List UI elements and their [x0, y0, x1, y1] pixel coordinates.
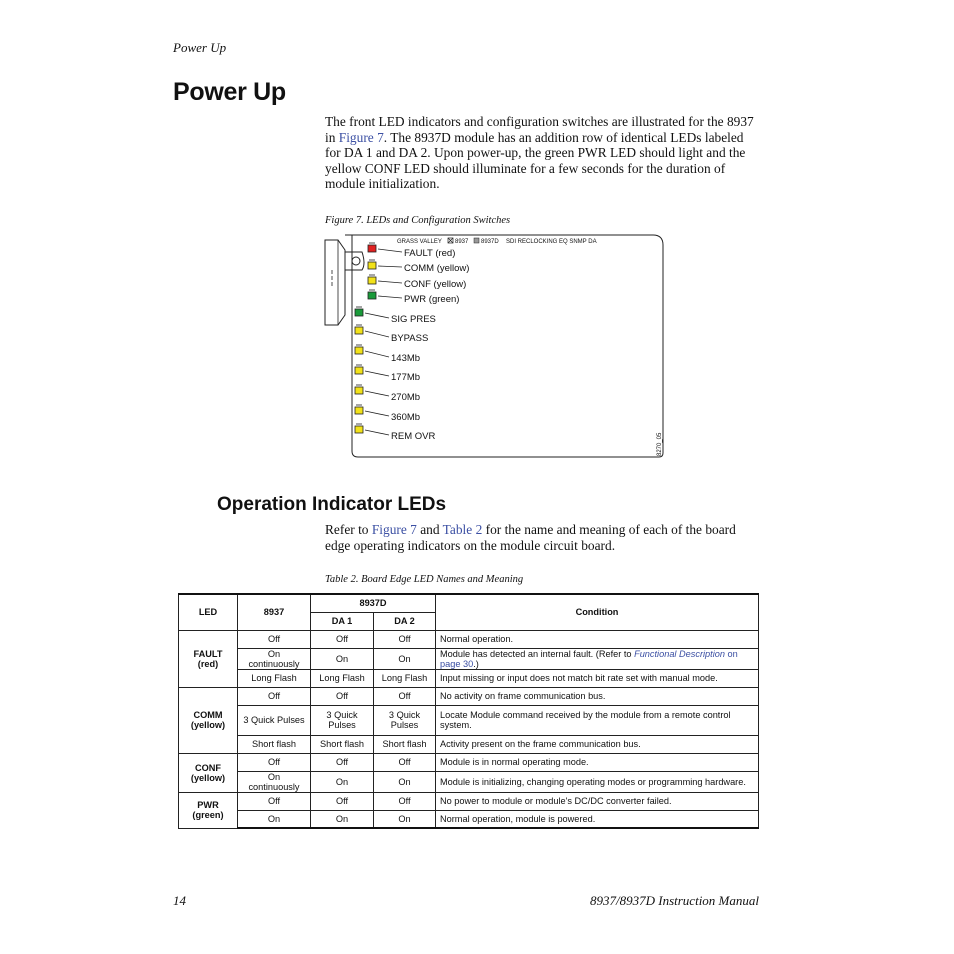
- led-label: CONF (yellow): [404, 279, 467, 290]
- led-label: SIG PRES: [391, 314, 436, 325]
- led-name-conf: CONF (yellow): [179, 753, 238, 792]
- intro-paragraph: [325, 114, 759, 192]
- manual-title: 8937/8937D Instruction Manual: [590, 893, 759, 908]
- intro-text-2: . The 8937D module has an addition row of identical LEDs labeled for DA 1 and DA 2. Upon power-up, the green PWR LED should light and the yellow CONF LED should illuminate for a few seconds for the duration of module initialization.: [325, 129, 746, 192]
- led-label: BYPASS: [391, 333, 429, 344]
- table-cell: Off: [311, 687, 374, 705]
- led-figure: [320, 230, 670, 462]
- led-name-fault: FAULT (red): [179, 630, 238, 687]
- table-cell: On: [238, 810, 311, 828]
- board-description: SDI RECLOCKING EQ SNMP DA: [506, 239, 597, 245]
- led-indicator: [368, 245, 376, 252]
- table-cell: Off: [374, 630, 436, 648]
- table-cell: 3 Quick Pulses: [374, 705, 436, 735]
- led-label: 270Mb: [391, 392, 421, 403]
- table-cell: Off: [311, 792, 374, 810]
- led-bypass: [355, 325, 428, 344]
- led-conf-yellow: [368, 275, 466, 290]
- led-indicator: [355, 387, 363, 394]
- led-indicator: [355, 407, 363, 414]
- table-cell: 3 Quick Pulses: [238, 705, 311, 735]
- page-30-link[interactable]: on page 30: [440, 648, 738, 669]
- page-number: 14: [173, 893, 186, 908]
- led-rem-ovr: [355, 424, 435, 442]
- table-caption: Table 2. Board Edge LED Names and Meaning: [325, 574, 524, 585]
- board-brand: GRASS VALLEY: [397, 239, 442, 245]
- table-cell: On: [374, 648, 436, 669]
- led-indicator: [355, 367, 363, 374]
- table-cell: Off: [238, 630, 311, 648]
- led-indicator: [355, 327, 363, 334]
- led-indicator: [368, 262, 376, 269]
- table-cell: Long Flash: [311, 669, 374, 687]
- running-head: Power Up: [173, 40, 227, 55]
- led-sig-pres: [355, 307, 436, 325]
- condition-cell: Normal operation.: [436, 630, 759, 648]
- table-cell: Off: [374, 792, 436, 810]
- header-condition: Condition: [436, 594, 759, 630]
- led-comm-yellow: [368, 260, 469, 274]
- table-cell: Short flash: [238, 735, 311, 753]
- functional-description-link[interactable]: Functional Description: [634, 648, 725, 659]
- table-cell: Off: [238, 753, 311, 771]
- condition-cell: Activity present on the frame communication bus.: [436, 735, 759, 753]
- figure-id-code: 8270_05: [657, 432, 663, 456]
- led-143mb: [355, 345, 420, 364]
- intro-text-1: The front LED indicators and configuration switches are illustrated for the 8937 in: [325, 114, 754, 145]
- table-cell: On: [311, 648, 374, 669]
- led-label: REM OVR: [391, 431, 436, 442]
- led-board-drawing: [320, 230, 670, 462]
- led-label: 177Mb: [391, 372, 421, 383]
- table-cell: Off: [311, 630, 374, 648]
- section-heading: Operation Indicator LEDs: [217, 494, 447, 515]
- header-da1: DA 1: [311, 612, 374, 630]
- table-cell: On continuously: [238, 648, 311, 669]
- operation-paragraph: [325, 522, 759, 553]
- op-text-1: Refer to: [325, 522, 372, 537]
- led-label: FAULT (red): [404, 248, 456, 259]
- condition-cell: Locate Module command received by the module from a remote control system.: [436, 705, 759, 735]
- header-led: LED: [179, 594, 238, 630]
- table-cell: Short flash: [374, 735, 436, 753]
- condition-cell: Module has detected an internal fault. (Refer to Functional Description on page 30.): [436, 648, 759, 669]
- led-indicator: [368, 277, 376, 284]
- table-cell: Long Flash: [238, 669, 311, 687]
- condition-cell: Module is initializing, changing operating modes or programming hardware.: [436, 771, 759, 792]
- board-model-8937d: 8937D: [481, 239, 499, 245]
- table-cell: Off: [238, 792, 311, 810]
- led-fault-red: [368, 243, 455, 259]
- table-cell: On: [374, 810, 436, 828]
- led-pwr-green: [368, 290, 459, 305]
- header-8937: 8937: [238, 594, 311, 630]
- op-text-2: and: [416, 522, 443, 537]
- header-8937d: 8937D: [311, 594, 436, 612]
- led-indicator: [355, 309, 363, 316]
- table-2-link[interactable]: Table 2: [442, 522, 483, 537]
- table-cell: On: [311, 771, 374, 792]
- table-cell: On: [374, 771, 436, 792]
- table-cell: Off: [374, 753, 436, 771]
- page-title: Power Up: [173, 78, 286, 106]
- condition-cell: No activity on frame communication bus.: [436, 687, 759, 705]
- condition-cell: Module is in normal operating mode.: [436, 753, 759, 771]
- led-name-comm: COMM (yellow): [179, 687, 238, 753]
- table-cell: Off: [238, 687, 311, 705]
- led-label: PWR (green): [404, 294, 460, 305]
- board-model-8937: 8937: [455, 239, 469, 245]
- table-cell: Off: [374, 687, 436, 705]
- figure-caption: Figure 7. LEDs and Configuration Switches: [325, 215, 511, 226]
- table-cell: Short flash: [311, 735, 374, 753]
- led-270mb: [355, 385, 420, 403]
- led-name-pwr: PWR (green): [179, 792, 238, 828]
- table-cell: On: [311, 810, 374, 828]
- condition-cell: Normal operation, module is powered.: [436, 810, 759, 828]
- table-cell: Off: [311, 753, 374, 771]
- table-cell: Long Flash: [374, 669, 436, 687]
- table-cell: 3 Quick Pulses: [311, 705, 374, 735]
- led-indicator: [355, 426, 363, 433]
- header-da2: DA 2: [374, 612, 436, 630]
- op-text-3: for the name and meaning of each of the board edge operating indicators on the module circuit board.: [325, 522, 736, 553]
- led-indicator: [355, 347, 363, 354]
- condition-cell: No power to module or module's DC/DC converter failed.: [436, 792, 759, 810]
- led-label: 143Mb: [391, 353, 421, 364]
- figure-7-link[interactable]: Figure 7: [338, 129, 384, 145]
- led-indicator: [368, 292, 376, 299]
- led-label: COMM (yellow): [404, 263, 470, 274]
- led-177mb: [355, 365, 420, 383]
- figure-7-link-2[interactable]: Figure 7: [371, 522, 417, 537]
- condition-cell: Input missing or input does not match bit rate set with manual mode.: [436, 669, 759, 687]
- led-label: 360Mb: [391, 412, 421, 423]
- led-table: [178, 593, 759, 829]
- table-cell: On continuously: [238, 771, 311, 792]
- led-360mb: [355, 405, 420, 423]
- led-group: [355, 243, 469, 442]
